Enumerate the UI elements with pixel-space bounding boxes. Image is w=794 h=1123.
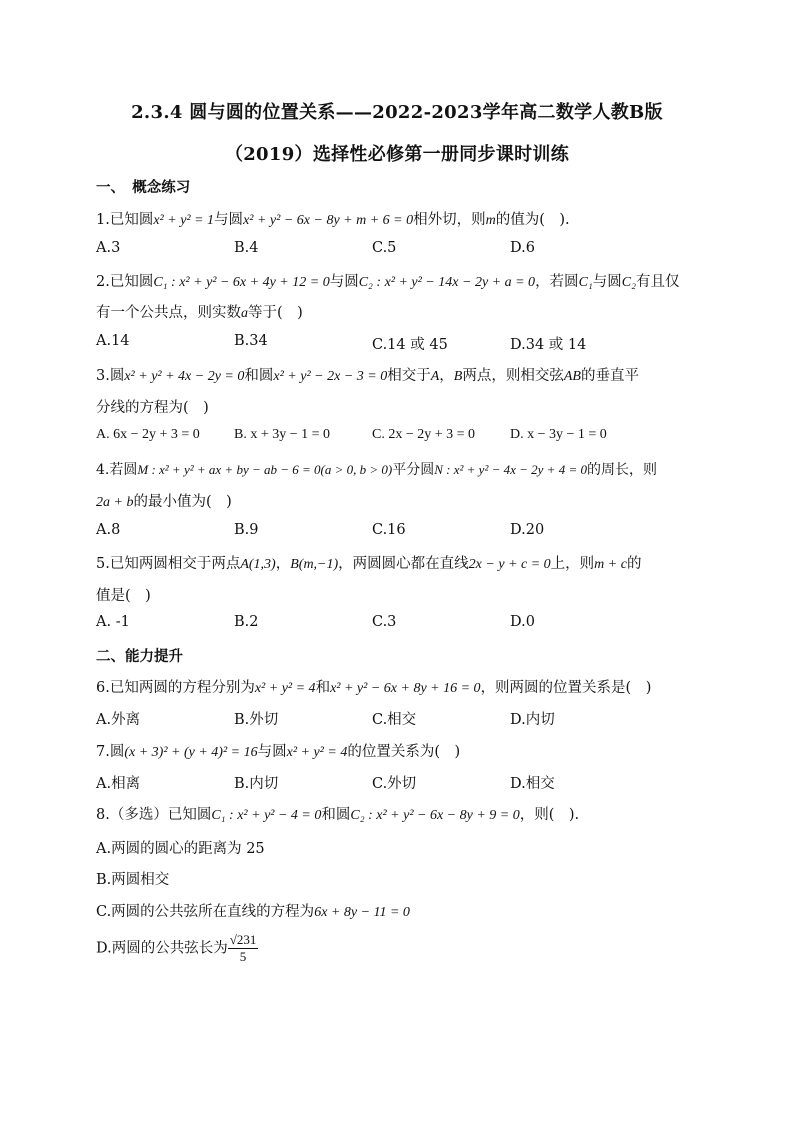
option-a: A.外离 (96, 712, 141, 728)
question-1: 1.已知圆x² + y² = 1与圆x² + y² − 6x − 8y + m + 6 = 0相外切，则m的值为( ). (96, 212, 570, 228)
fraction: $\frac{√231}{5}$ (229, 932, 257, 964)
option-d: D.34 或 14 (510, 337, 587, 353)
page-title-line-2: （2019）选择性必修第一册同步课时训练 (224, 144, 570, 165)
option-c: C.外切 (372, 776, 417, 792)
question-3-line-2: 分线的方程为( ) (96, 400, 209, 416)
option-a: A. -1 (96, 614, 130, 630)
option-b: B.4 (234, 240, 259, 256)
question-2: 2.已知圆C₁ : x² + y² − 6x + 4y + 12 = 0与圆C₂ : x² + y² − 14x − 2y + a = 0，若圆C₁与圆C₂有且仅 (96, 274, 680, 290)
section-heading-ability: 二、能力提升 (96, 648, 183, 665)
option-c: C.相交 (372, 712, 417, 728)
option-d: D.20 (510, 522, 545, 538)
option-d: D. x − 3y − 1 = 0 (510, 427, 607, 442)
option-d: D.0 (510, 614, 535, 630)
option-c: C. 2x − 2y + 3 = 0 (372, 427, 476, 442)
option-b: B.2 (234, 614, 259, 630)
question-8: 8.（多选）已知圆C₁ : x² + y² − 4 = 0和圆C₂ : x² + y² − 6x − 8y + 9 = 0，则( ). (96, 807, 580, 823)
option-b: B.34 (234, 333, 268, 349)
question-8-option-a: A.两圆的圆心的距离为 25 (96, 841, 265, 857)
page-title-line-1: 2.3.4 圆与圆的位置关系——2022-2023学年高二数学人教B版 (131, 102, 663, 123)
option-d: D.内切 (510, 712, 555, 728)
option-a: A.8 (96, 522, 121, 538)
question-3: 3.圆x² + y² + 4x − 2y = 0和圆x² + y² − 2x − 3 = 0相交于A，B两点，则相交弦AB的垂直平 (96, 368, 639, 384)
question-2-line-2: 有一个公共点，则实数a等于( ) (96, 305, 303, 321)
option-c: C.16 (372, 522, 406, 538)
option-a: A.3 (96, 240, 121, 256)
option-a: A.14 (96, 333, 130, 349)
option-b: B. x + 3y − 1 = 0 (234, 427, 331, 442)
question-4: 4.若圆M : x² + y² + ax + by − ab − 6 = 0(a > 0, b > 0)平分圆N : x² + y² − 4x − 2y + 4 = 0的周长，则 (96, 462, 657, 478)
question-8-option-c: C.两圆的公共弦所在直线的方程为6x + 8y − 11 = 0 (96, 904, 410, 920)
option-b: B.外切 (234, 712, 279, 728)
question-7: 7.圆(x + 3)² + (y + 4)² = 16与圆x² + y² = 4的位置关系为( ) (96, 744, 461, 760)
question-8-option-d: D.两圆的公共弦长为 $\frac{√231}{5}$ (96, 932, 257, 964)
option-d: D.相交 (510, 776, 555, 792)
question-4-line-2: 2a + b的最小值为( ) (96, 494, 232, 510)
question-6: 6.已知两圆的方程分别为x² + y² = 4和x² + y² − 6x + 8y + 16 = 0，则两圆的位置关系是( ) (96, 680, 652, 696)
option-c: C.14 或 45 (372, 337, 448, 353)
question-5-line-2: 值是( ) (96, 588, 151, 604)
question-8-option-b: B.两圆相交 (96, 872, 170, 888)
option-c: C.3 (372, 614, 397, 630)
option-a: A.相离 (96, 776, 141, 792)
question-5: 5.已知两圆相交于两点A(1,3)，B(m,−1)，两圆圆心都在直线2x − y + c = 0上，则m + c的 (96, 556, 642, 572)
option-b: B.内切 (234, 776, 279, 792)
option-c: C.5 (372, 240, 397, 256)
option-d: D.6 (510, 240, 535, 256)
option-a: A. 6x − 2y + 3 = 0 (96, 427, 200, 442)
section-heading-concepts: 一、 概念练习 (96, 179, 191, 196)
option-b: B.9 (234, 522, 259, 538)
